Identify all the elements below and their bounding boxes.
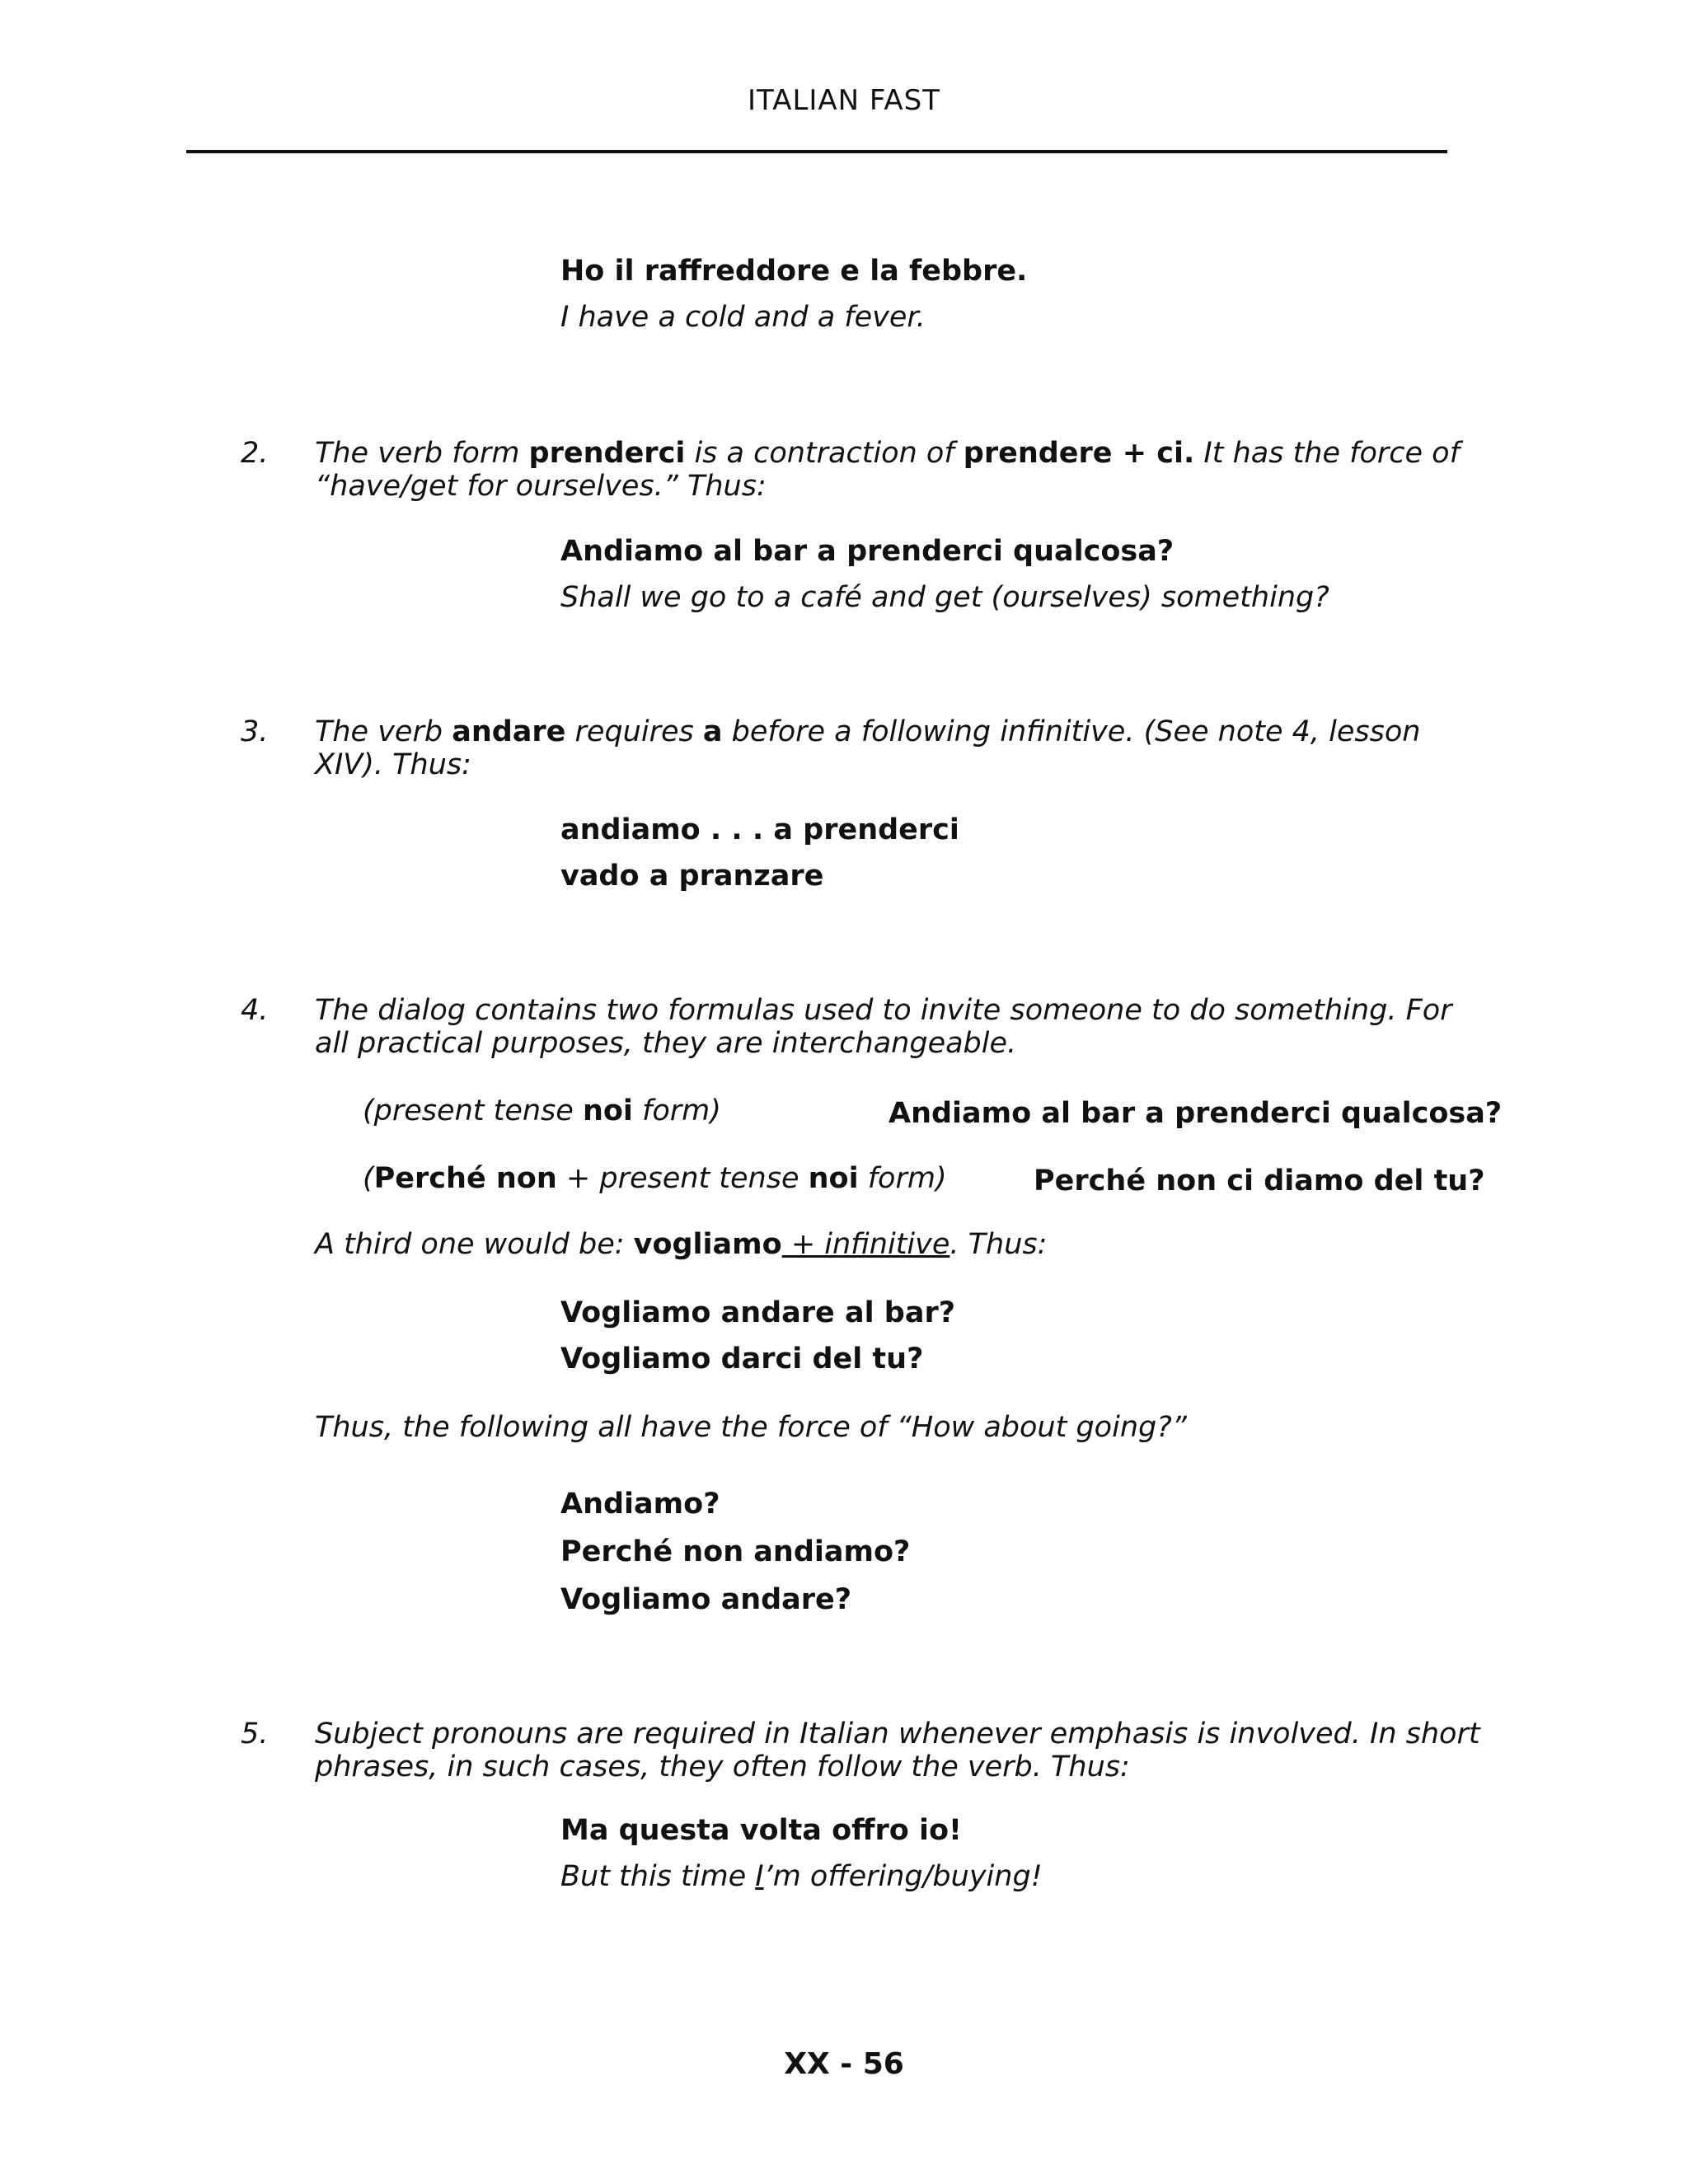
example-translation: Shall we go to a café and get (ourselves) something? [560, 581, 1329, 614]
example-italian: Ho il raffreddore e la febbre. [560, 255, 1028, 288]
note-number: 5. [241, 1718, 269, 1750]
note-number: 2. [241, 437, 269, 470]
running-header: ITALIAN FAST [748, 84, 940, 117]
header-rule [186, 150, 1447, 153]
note-text: Subject pronouns are required in Italian whenever emphasis is involved. In short phrases, in such cases, they often follow the verb. Thus: [315, 1718, 1480, 1783]
example-italian: Ma questa volta offro io! [560, 1814, 962, 1847]
formula-label: (Perché non + present tense noi form) [363, 1162, 947, 1195]
page-number: XX - 56 [784, 2047, 904, 2081]
example-translation: I have a cold and a fever. [560, 301, 926, 334]
formula-example: Perché non ci diamo del tu? [1034, 1165, 1485, 1197]
note-text: The verb andare requires a before a following infinitive. (See note 4, lesson XIV). Thus: [315, 715, 1421, 781]
example-italian: vado a pranzare [560, 860, 824, 893]
example-italian: Perché non andiamo? [560, 1535, 911, 1568]
note-number: 3. [241, 715, 269, 748]
formula-example: Andiamo al bar a prenderci qualcosa? [889, 1097, 1503, 1130]
note-text: The verb form prenderci is a contraction of prendere + ci. It has the force of “have/get for ourselves.” Thus: [315, 437, 1460, 503]
note-number: 4. [241, 994, 269, 1027]
example-italian: Andiamo al bar a prenderci qualcosa? [560, 535, 1175, 568]
example-italian: Vogliamo andare al bar? [560, 1296, 956, 1329]
note-text: Thus, the following all have the force of “How about going?” [315, 1411, 1187, 1444]
example-italian: Vogliamo andare? [560, 1583, 852, 1616]
formula-label: (present tense noi form) [363, 1094, 721, 1127]
example-italian: Vogliamo darci del tu? [560, 1343, 924, 1376]
example-italian: andiamo . . . a prenderci [560, 813, 959, 846]
note-text: A third one would be: vogliamo + infinitive. Thus: [315, 1228, 1048, 1261]
example-translation: But this time I’m offering/buying! [560, 1860, 1043, 1893]
note-text: The dialog contains two formulas used to invite someone to do something. For all practical purposes, they are interchangeable. [315, 994, 1452, 1060]
example-italian: Andiamo? [560, 1488, 720, 1521]
